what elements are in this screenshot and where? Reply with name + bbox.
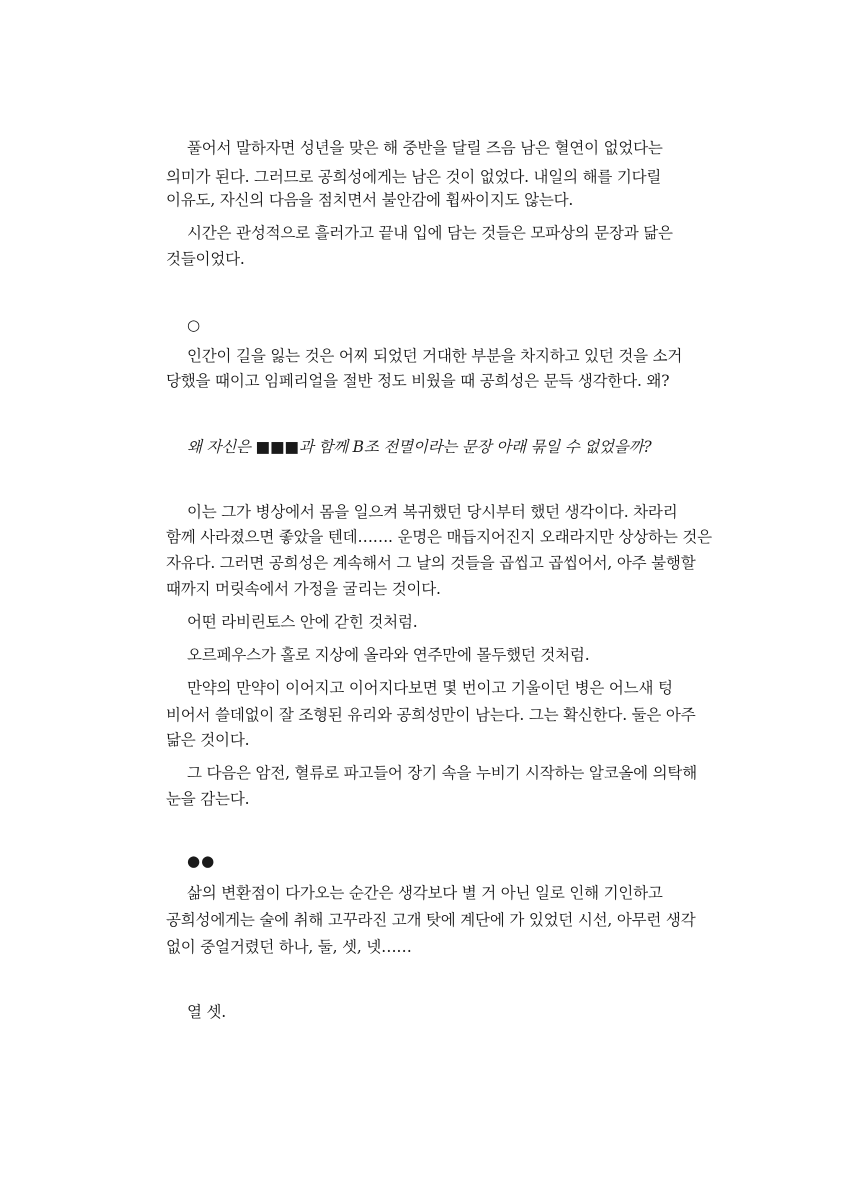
paragraph-line: 풀어서 말하자면 성년을 맞은 해 중반을 달릴 즈음 남은 혈연이 없었다는 — [187, 139, 663, 157]
paragraph-line: 인간이 길을 잃는 것은 어찌 되었던 거대한 부분을 차지하고 있던 것을 소거 — [187, 347, 683, 365]
paragraph-line: 의미가 된다. 그러므로 공희성에게는 남은 것이 없었다. 내일의 해를 기다릴 — [166, 168, 662, 186]
paragraph-line: 비어서 쓸데없이 잘 조형된 유리와 공희성만이 남는다. 그는 확신한다. 둘은 아주 — [166, 706, 696, 724]
paragraph-line: 닮은 것이다. — [166, 731, 250, 749]
closing-line: 열 셋. — [187, 1003, 227, 1021]
paragraph-line: 함께 사라졌으면 좋았을 텐데……. 운명은 매듭지어진지 오래라지만 상상하는 것은 — [166, 528, 712, 546]
paragraph-line: 만약의 만약이 이어지고 이어지다보면 몇 번이고 기울이던 병은 어느새 텅 — [187, 679, 673, 697]
section-marker: ○ — [187, 316, 201, 334]
paragraph-line: 시간은 관성적으로 흘러가고 끝내 입에 담는 것들은 모파상의 문장과 닮은 — [187, 224, 673, 242]
paragraph-line: 어떤 라비린토스 안에 갇힌 것처럼. — [187, 613, 418, 631]
paragraph-line: 공희성에게는 술에 취해 고꾸라진 고개 탓에 계단에 가 있었던 시선, 아무런 생각 — [166, 911, 696, 929]
paragraph-line: 이유도, 자신의 다음을 점치면서 불안감에 휩싸이지도 않는다. — [166, 191, 574, 209]
paragraph-line: 자유다. 그러면 공희성은 계속해서 그 날의 것들을 곱씹고 곱씹어서, 아주 불행할 — [166, 554, 696, 572]
paragraph-line: 삶의 변환점이 다가오는 순간은 생각보다 별 거 아닌 일로 인해 기인하고 — [187, 884, 663, 902]
paragraph-line: 것들이었다. — [166, 250, 245, 268]
paragraph-line: 오르페우스가 홀로 지상에 올라와 연주만에 몰두했던 것처럼. — [187, 646, 590, 664]
paragraph-line: 당했을 때이고 임페리얼을 절반 정도 비웠을 때 공희성은 문득 생각한다. 왜? — [166, 372, 670, 390]
paragraph-line: 때까지 머릿속에서 가정을 굴리는 것이다. — [166, 580, 441, 598]
section-marker: ●● — [187, 852, 216, 870]
paragraph-line: 이는 그가 병상에서 몸을 일으켜 복귀했던 당시부터 했던 생각이다. 차라리 — [187, 503, 678, 521]
paragraph-line: 그 다음은 암전, 혈류로 파고들어 장기 속을 누비기 시작하는 알코올에 의탁해 — [187, 764, 697, 782]
paragraph-line: 눈을 감는다. — [166, 790, 250, 808]
italic-thought-line: 왜 자신은 ■■■과 함께 B조 전멸이라는 문장 아래 묶일 수 없었을까? — [187, 438, 652, 456]
paragraph-line: 없이 중얼거렸던 하나, 둘, 셋, 넷…… — [166, 938, 412, 956]
